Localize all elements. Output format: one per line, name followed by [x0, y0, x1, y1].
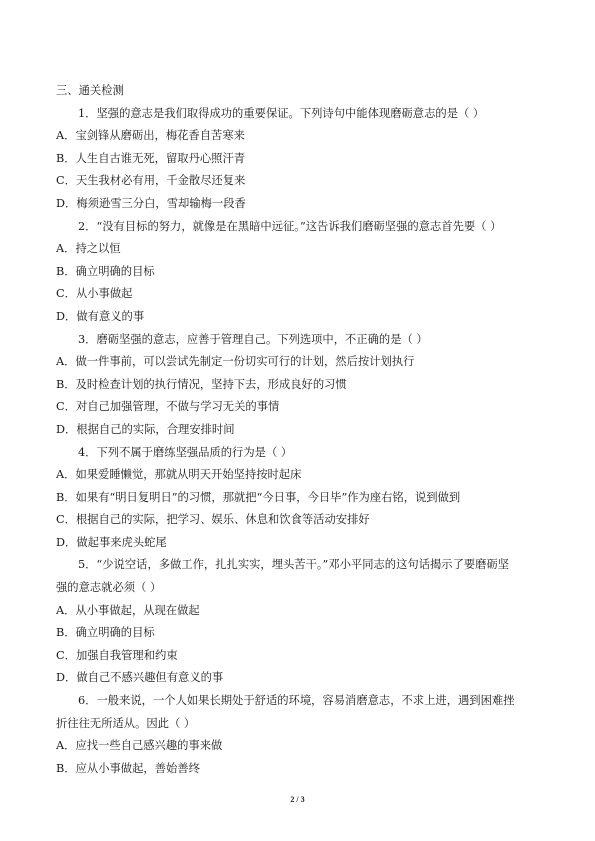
question-stem: 3．磨砺坚强的意志，应善于管理自己。下列选项中，不正确的是（ ）: [78, 332, 428, 346]
answer-option: B．应从小事做起，善始善终: [56, 761, 200, 775]
answer-option: C．根据自己的实际，把学习、娱乐、休息和饮食等活动安排好: [56, 513, 370, 527]
answer-option: A．从小事做起，从现在做起: [56, 603, 200, 617]
section-title: 三、通关检测: [56, 84, 124, 97]
answer-option: B．如果有“明日复明日”的习惯，那就把“今日事，今日毕”作为座右铭，说到做到: [56, 490, 461, 504]
question-stem: 2．“没有目标的努力，就像是在黑暗中远征。”这告诉我们磨砺坚强的意志首先要（ ）: [78, 219, 502, 233]
answer-option: C．对自己加强管理，不做与学习无关的事情: [56, 400, 280, 414]
answer-option: A．持之以恒: [56, 242, 121, 256]
document-content: [56, 80, 546, 780]
answer-option: B．人生自古谁无死，留取丹心照汗青: [56, 151, 246, 165]
answer-option: C．加强自我管理和约束: [56, 648, 178, 662]
question-stem: 5．“少说空话，多做工作，扎扎实实，埋头苦干。”邓小平同志的这句话揭示了要磨砺坚: [78, 558, 510, 572]
answer-option: D．做有意义的事: [56, 309, 145, 323]
answer-option: C．天生我材必有用，千金散尽还复来: [56, 174, 246, 188]
question-stem: 1．坚强的意志是我们取得成功的重要保证。下列诗句中能体现磨砺意志的是（ ）: [78, 106, 485, 120]
answer-option: B．确立明确的目标: [56, 264, 155, 278]
answer-option: D．做起事来虎头蛇尾: [56, 535, 167, 549]
question-stem-continuation: 折往往无所适从。因此（ ）: [56, 716, 196, 730]
answer-option: D．梅须逊雪三分白，雪却输梅一段香: [56, 196, 246, 210]
question-stem-continuation: 强的意志就必须（ ）: [56, 581, 162, 595]
answer-option: D．做自己不感兴趣但有意义的事: [56, 671, 224, 685]
answer-option: A．如果爱睡懒觉，那就从明天开始坚持按时起床: [56, 468, 302, 482]
answer-option: A．宝剑锋从磨砺出，梅花香自苦寒来: [56, 129, 245, 143]
answer-option: D．根据自己的实际，合理安排时间: [56, 422, 235, 436]
answer-option: A．做一件事前，可以尝试先制定一份切实可行的计划，然后按计划执行: [56, 355, 415, 369]
page-number: 2 / 3: [290, 795, 305, 804]
question-stem: 6．一般来说，一个人如果长期处于舒适的环境，容易消磨意志，不求上进，遇到困难挫: [78, 694, 515, 708]
answer-option: B．及时检查计划的执行情况，坚持下去，形成良好的习惯: [56, 377, 347, 391]
answer-option: C．从小事做起: [56, 287, 133, 301]
answer-option: B．确立明确的目标: [56, 626, 155, 640]
question-stem: 4．下列不属于磨练坚强品质的行为是（ ）: [78, 445, 293, 459]
answer-option: A．应找一些自己感兴趣的事来做: [56, 739, 223, 753]
